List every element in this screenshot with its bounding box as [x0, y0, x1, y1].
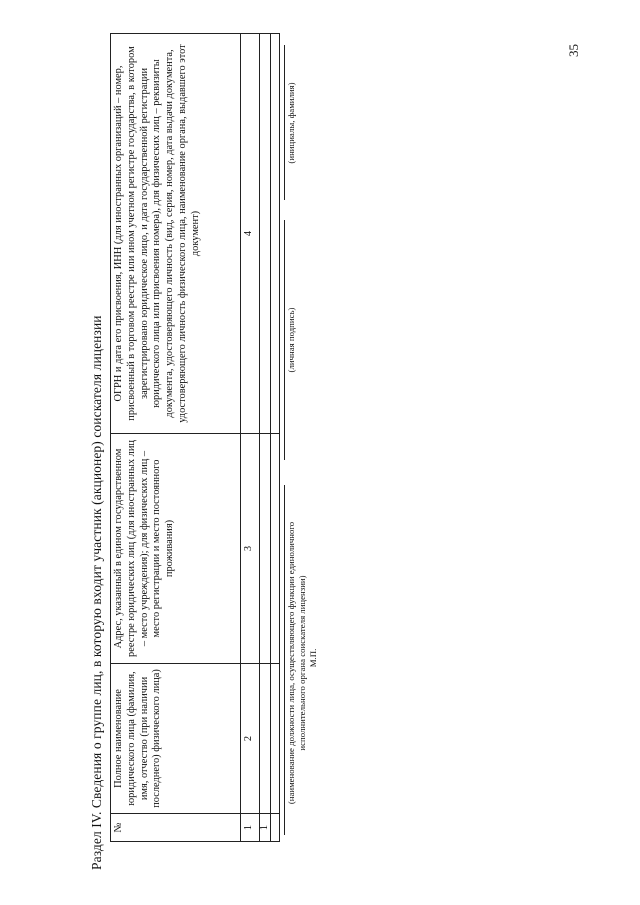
table-row — [260, 34, 271, 842]
table-row-empty — [271, 34, 280, 842]
column-number: 4 — [241, 34, 260, 434]
table-cell — [260, 664, 271, 814]
name-signature-line — [284, 45, 285, 200]
name-caption: (инициалы, фамилия) — [286, 82, 296, 164]
table-cell — [260, 434, 271, 664]
table-cell — [271, 434, 280, 664]
personal-signature-line — [284, 220, 285, 460]
position-signature-line — [284, 485, 285, 835]
column-number: 2 — [241, 664, 260, 814]
header-registration-details: ОГРН и дата его присвоения, ИНН (для иностранных организаций – номер, присвоенный в торговом реестре или ином учетном регистре государства, в котором зарегистрировано юридическое лицо, и дата государственной регистрации юридического лица или присвоения номера), для физических лиц – реквизиты документа, удостоверяющего личность (вид, серия, номер, дата выдачи документа, удостоверяющего личность физического лица, наименование органа, выдавшего этот документ) — [111, 34, 241, 434]
table-cell: 1 — [260, 814, 271, 842]
table-cell — [260, 34, 271, 434]
table-header-row — [111, 34, 241, 842]
column-numbers-row — [241, 34, 260, 842]
column-number: 3 — [241, 434, 260, 664]
header-address: Адрес, указанный в едином государственном реестре юридических лиц (для иностранных лиц – место учреждения); для физических лиц – место регистрации и место постоянного проживания) — [111, 434, 241, 664]
personal-signature-caption: (личная подпись) — [286, 307, 296, 373]
section-title: Раздел IV. Сведения о группе лиц, в которую входит участник (акционер) соискателя лицензии — [89, 315, 104, 870]
table-cell — [271, 34, 280, 434]
page-number: 35 — [566, 44, 581, 57]
group-persons-table — [110, 33, 280, 842]
column-number: 1 — [241, 814, 260, 842]
table-cell — [271, 664, 280, 814]
header-full-name: Полное наименование юридического лица (фамилия, имя, отчество (при наличии последнего) физического лица) — [111, 664, 241, 814]
position-caption: (наименование должности лица, осуществляющего функции единоличного исполнительного органа соискателя лицензии) — [286, 521, 307, 805]
seal-mark: М.П. — [308, 648, 318, 668]
header-number: № — [111, 814, 241, 842]
table-cell — [271, 814, 280, 842]
